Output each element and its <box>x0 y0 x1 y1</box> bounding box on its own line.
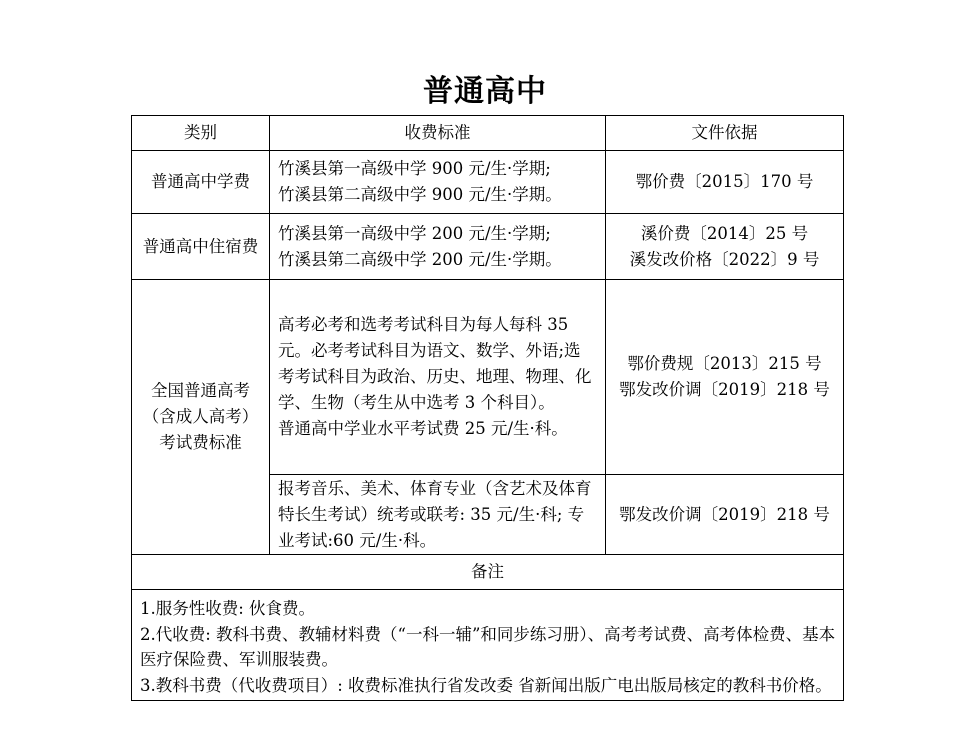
document-line: 鄂发改价调〔2019〕218 号 <box>619 380 830 399</box>
fee-line: 普通高中学业水平考试费 25 元/生·科。 <box>278 419 568 438</box>
document-cell <box>606 280 844 475</box>
document-line: 溪发改价格〔2022〕9 号 <box>629 249 820 269</box>
header-fee-standard: 收费标准 <box>270 116 606 151</box>
document-cell <box>606 151 844 214</box>
fee-cell <box>270 475 606 555</box>
document-cell <box>606 475 844 555</box>
fee-line: 竹溪县第二高级中学 900 元/生·学期。 <box>278 185 562 204</box>
fee-table <box>131 115 844 701</box>
document-cell <box>606 214 844 280</box>
document-line: 鄂发改价调〔2019〕218 号 <box>619 504 830 524</box>
document-line: 鄂价费规〔2013〕215 号 <box>627 354 822 373</box>
fee-line: 高考必考和选考考试科目为每人每科 35 元。必考考试科目为语文、数学、外语;选考考试科目为政治、历史、地理、物理、化学、生物（考生从中选考 3 个科目）。 <box>278 315 592 412</box>
header-document-basis: 文件依据 <box>606 116 844 151</box>
document-line: 鄂价费〔2015〕170 号 <box>635 172 814 191</box>
header-category: 类别 <box>132 116 270 151</box>
category-cell: 普通高中住宿费 <box>132 214 270 280</box>
remark-item: 3.教科书费（代收费项目）: 收费标准执行省发改委 省新闻出版广电出版局核定的教科书价格。 <box>140 675 832 695</box>
fee-line: 报考音乐、美术、体育专业（含艺术及体育特长生考试）统考或联考: 35 元/生·科; 专业考试:60 元/生·科。 <box>278 478 592 550</box>
table-row <box>132 280 844 475</box>
category-cell: 普通高中学费 <box>132 151 270 214</box>
fee-line: 竹溪县第二高级中学 200 元/生·学期。 <box>278 249 562 269</box>
remarks-row <box>132 590 844 701</box>
document-line: 溪价费〔2014〕25 号 <box>640 223 809 243</box>
remarks-cell <box>132 590 844 701</box>
table-row <box>132 214 844 280</box>
page-title: 普通高中 <box>423 74 547 109</box>
fee-cell <box>270 214 606 280</box>
fee-cell <box>270 151 606 214</box>
remarks-header-row <box>132 555 844 590</box>
fee-line: 竹溪县第一高级中学 200 元/生·学期; <box>278 223 551 243</box>
category-cell: 全国普通高考（含成人高考）考试费标准 <box>132 280 270 555</box>
fee-cell <box>270 280 606 475</box>
remark-item: 2.代收费: 教科书费、教辅材料费（“一科一辅”和同步练习册）、高考考试费、高考体检费、基本医疗保险费、军训服装费。 <box>140 624 836 669</box>
remarks-heading: 备注 <box>132 555 844 590</box>
table-header-row <box>132 116 844 151</box>
table-row <box>132 151 844 214</box>
fee-line: 竹溪县第一高级中学 900 元/生·学期; <box>278 159 551 178</box>
remark-item: 1.服务性收费: 伙食费。 <box>140 599 316 618</box>
